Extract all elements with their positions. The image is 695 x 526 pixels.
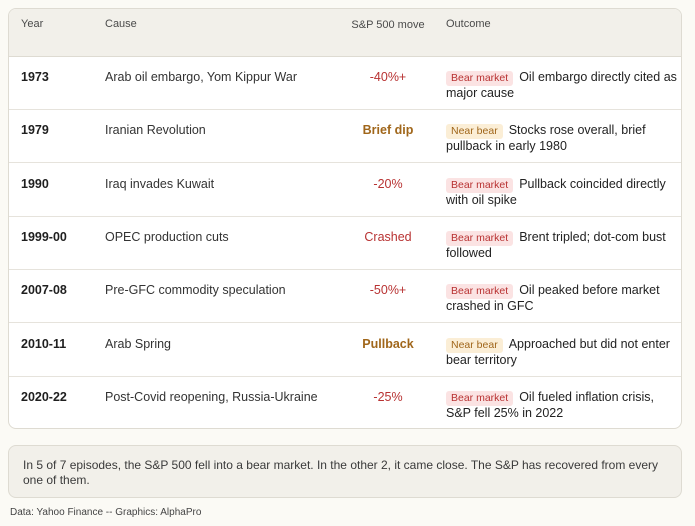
row-outcome	[446, 70, 682, 101]
row-outcome	[446, 337, 682, 368]
status-badge: Bear market	[446, 284, 513, 299]
row-outcome	[446, 283, 682, 314]
row-move: -40%+	[369, 70, 407, 84]
row-move: -20%	[373, 176, 403, 191]
row-outcome	[446, 177, 682, 208]
row-move: Brief dip	[362, 123, 414, 138]
row-move: Crashed	[364, 229, 412, 244]
row-year: 1990	[21, 176, 49, 191]
header-year: Year	[21, 18, 44, 30]
status-badge: Bear market	[446, 178, 513, 193]
summary-note-text: In 5 of 7 episodes, the S&P 500 fell into a bear market. In the other 2, it came close. The S&P has recovered from every one of them.	[23, 458, 659, 487]
table-row	[9, 164, 681, 217]
status-badge: Near bear	[446, 124, 503, 139]
table-row	[9, 217, 681, 270]
row-year: 1979	[21, 123, 49, 138]
outcome-text: Oil fueled inflation crisis, S&P fell 25% in 2022	[446, 389, 654, 420]
outcome-text: Oil peaked before market crashed in GFC	[446, 283, 660, 314]
header-cause: Cause	[105, 18, 137, 30]
status-badge: Bear market	[446, 391, 513, 406]
summary-note	[8, 445, 682, 498]
row-cause: Pre-GFC commodity speculation	[105, 283, 286, 298]
table-row	[9, 57, 681, 110]
table-row	[9, 324, 681, 377]
row-move: -50%+	[369, 283, 407, 298]
header-outcome: Outcome	[446, 18, 491, 30]
source-credit: Data: Yahoo Finance -- Graphics: AlphaPro	[10, 507, 202, 518]
status-badge: Bear market	[446, 231, 513, 246]
row-year: 1973	[21, 70, 49, 84]
outcome-text: Pullback coincided directly with oil spike	[446, 176, 666, 207]
episodes-table	[8, 8, 682, 429]
outcome-text: Oil embargo directly cited as major cause	[446, 70, 677, 100]
row-year: 2020-22	[21, 389, 67, 404]
row-cause: Arab oil embargo, Yom Kippur War	[105, 70, 297, 84]
row-year: 2007-08	[21, 283, 67, 298]
row-outcome	[446, 230, 682, 261]
outcome-text: Approached but did not enter bear territory	[446, 336, 670, 367]
table-header	[9, 9, 681, 57]
row-cause: OPEC production cuts	[105, 229, 229, 244]
outcome-text: Brent tripled; dot-com bust followed	[446, 229, 666, 260]
row-cause: Iraq invades Kuwait	[105, 176, 215, 191]
outcome-text: Stocks rose overall, brief pullback in early 1980	[446, 123, 646, 154]
row-year: 2010-11	[21, 336, 67, 351]
row-move: Pullback	[362, 336, 414, 351]
row-cause: Arab Spring	[105, 336, 172, 351]
table-row	[9, 110, 681, 163]
header-move: S&P 500 move	[351, 19, 425, 31]
row-outcome	[446, 123, 682, 154]
row-outcome	[446, 390, 682, 421]
status-badge: Bear market	[446, 71, 513, 86]
table-row	[9, 377, 681, 429]
row-year: 1999-00	[21, 229, 67, 244]
row-cause: Post-Covid reopening, Russia-Ukraine	[105, 389, 318, 404]
table-row	[9, 270, 681, 323]
row-cause: Iranian Revolution	[105, 123, 206, 138]
row-move: -25%	[373, 389, 403, 404]
status-badge: Near bear	[446, 338, 503, 353]
